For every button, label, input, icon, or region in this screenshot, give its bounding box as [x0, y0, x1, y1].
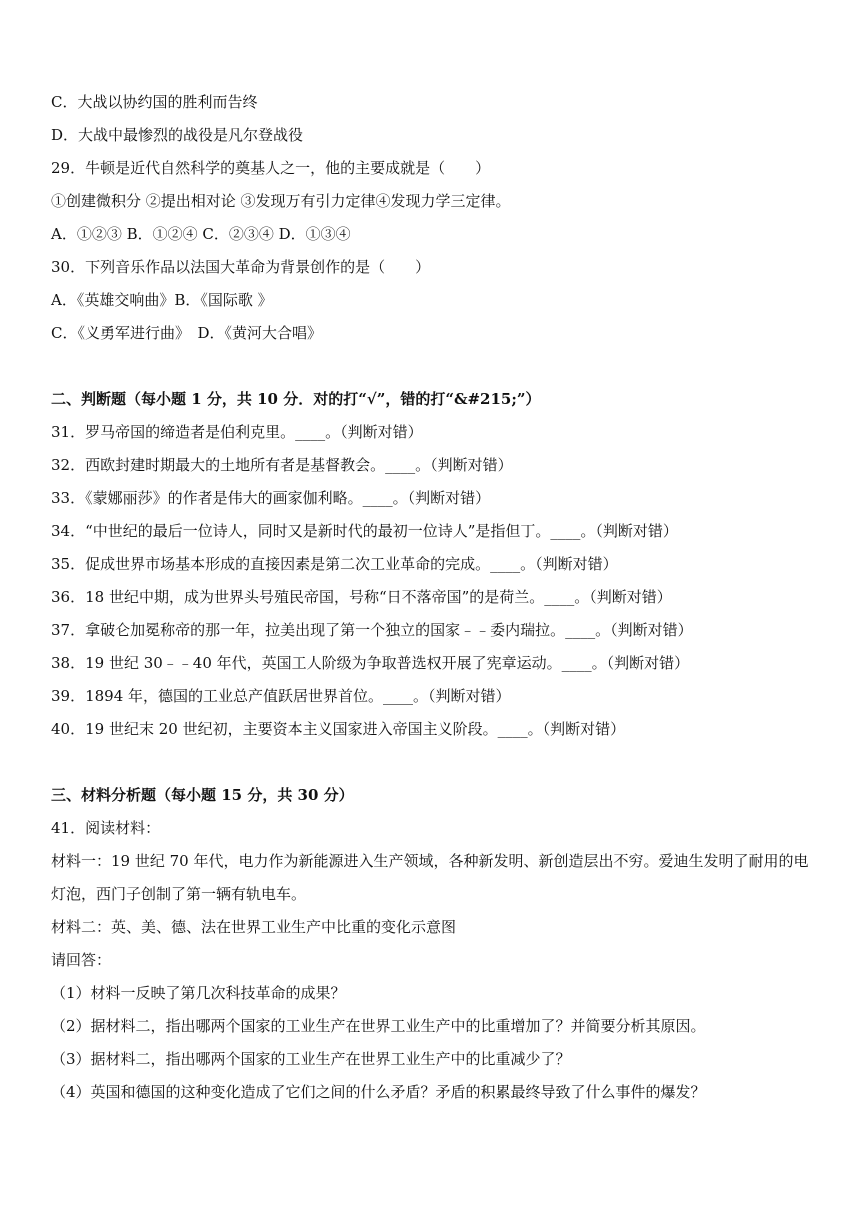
q41-sub-3: （3）据材料二，指出哪两个国家的工业生产在世界工业生产中的比重减少了？: [51, 1050, 571, 1068]
q41-sub-4: （4）英国和德国的这种变化造成了它们之间的什么矛盾？矛盾的积累最终导致了什么事件的爆发？: [51, 1083, 706, 1101]
q33: 33．《蒙娜丽莎》的作者是伟大的画家伽利略。____。（判断对错）: [51, 489, 491, 507]
q32: 32．西欧封建时期最大的土地所有者是基督教会。____。（判断对错）: [51, 456, 513, 474]
section3-title: 三、材料分析题（每小题 15 分，共 30 分）: [51, 786, 354, 804]
q41-sub-2: （2）据材料二，指出哪两个国家的工业生产在世界工业生产中的比重增加了？并简要分析其原因。: [51, 1017, 706, 1035]
q30-options-ab: A．《英雄交响曲》B．《国际歌 》: [51, 291, 273, 309]
q31: 31．罗马帝国的缔造者是伯利克里。____。（判断对错）: [51, 423, 423, 441]
q36: 36．18 世纪中期，成为世界头号殖民帝国，号称“日不落帝国”的是荷兰。____。（判断对错）: [51, 588, 672, 606]
q30-stem: 30．下列音乐作品以法国大革命为背景创作的是（ ）: [51, 258, 431, 276]
section2-title: 二、判断题（每小题 1 分，共 10 分．对的打“√”，错的打“&#215;”）: [51, 390, 541, 408]
q29-options: A．①②③ B．①②④ C．②③④ D．①③④: [51, 225, 351, 243]
q34: 34．“中世纪的最后一位诗人，同时又是新时代的最初一位诗人”是指但丁。____。（判断对错）: [51, 522, 678, 540]
q39: 39．1894 年，德国的工业总产值跃居世界首位。____。（判断对错）: [51, 687, 511, 705]
q38: 38．19 世纪 30﹣﹣40 年代，英国工人阶级为争取普选权开展了宪章运动。____。（判断对错）: [51, 654, 690, 672]
q28-option-c: C．大战以协约国的胜利而告终: [51, 93, 258, 111]
q29-stem: 29．牛顿是近代自然科学的奠基人之一，他的主要成就是（ ）: [51, 159, 491, 177]
exam-page: [51, 86, 821, 1109]
q41-intro: 41．阅读材料：: [51, 819, 161, 837]
section-gap: [51, 350, 821, 383]
q40: 40．19 世纪末 20 世纪初，主要资本主义国家进入帝国主义阶段。____。（判断对错）: [51, 720, 626, 738]
q28-option-d: D．大战中最惨烈的战役是凡尔登战役: [51, 126, 304, 144]
material-two: 材料二：英、美、德、法在世界工业生产中比重的变化示意图: [51, 918, 457, 936]
q29-items: ①创建微积分 ②提出相对论 ③发现万有引力定律④发现力学三定律。: [51, 192, 511, 210]
section-gap: [51, 746, 821, 779]
q41-sub-1: （1）材料一反映了第几次科技革命的成果？: [51, 984, 346, 1002]
material-one: 材料一：19 世纪 70 年代，电力作为新能源进入生产领域，各种新发明、新创造层出不穷。爱迪生发明了耐用的电灯泡，西门子创制了第一辆有轨电车。: [51, 852, 809, 903]
answer-prompt: 请回答：: [51, 951, 112, 969]
q35: 35．促成世界市场基本形成的直接因素是第二次工业革命的完成。____。（判断对错）: [51, 555, 618, 573]
q37: 37．拿破仑加冕称帝的那一年，拉美出现了第一个独立的国家﹣﹣委内瑞拉。____。（判断对错）: [51, 621, 693, 639]
q30-options-cd: C．《义勇军进行曲》 D．《黄河大合唱》: [51, 324, 323, 342]
